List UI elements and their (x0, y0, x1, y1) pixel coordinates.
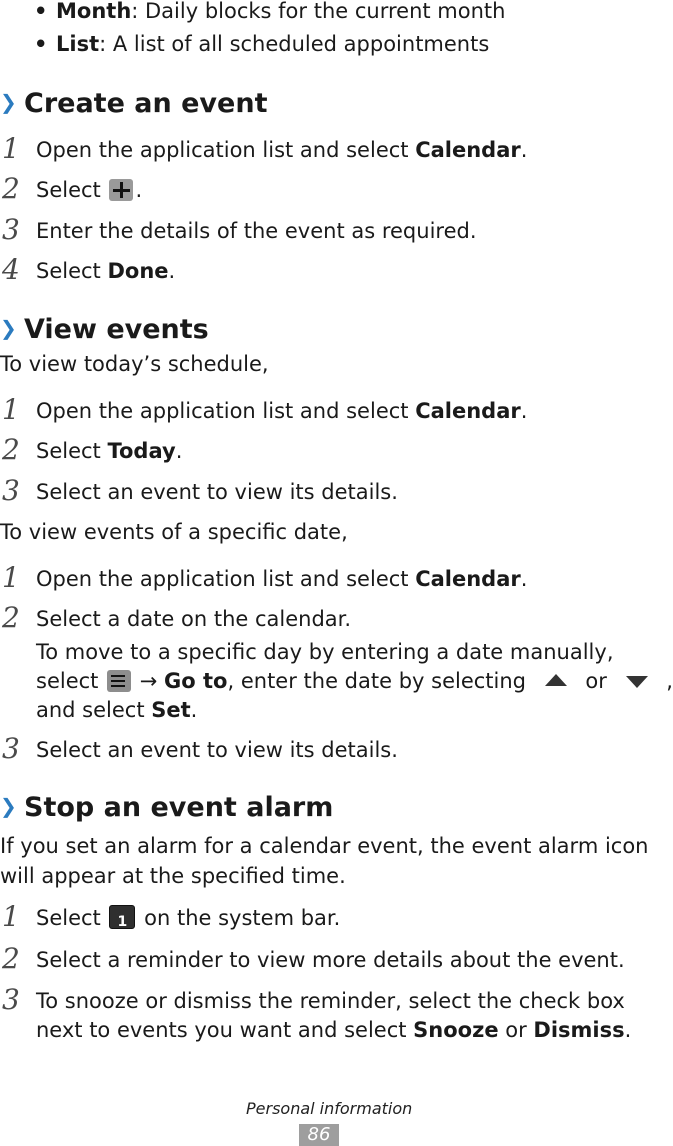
ui-label: Done (107, 259, 169, 283)
step-text (36, 904, 340, 933)
text-part: Open the application list and select (36, 399, 416, 423)
step-number: 2 (2, 433, 20, 466)
step-text: Select a reminder to view more details about the event. (36, 948, 625, 972)
calendar-alarm-icon (109, 905, 135, 929)
text-part: on the system bar. (137, 906, 341, 930)
step-number: 3 (2, 983, 20, 1016)
text-part: , (659, 669, 673, 693)
step-number: 1 (2, 900, 20, 933)
step-text-line (36, 667, 673, 696)
step-number: 4 (2, 253, 20, 286)
list-item (34, 31, 505, 64)
text-part: and select (36, 698, 152, 722)
down-arrow-icon (618, 670, 656, 692)
text-part: Select (36, 906, 108, 930)
text-part: or (498, 1018, 534, 1042)
intro-text: will appear at the specified time. (0, 864, 346, 888)
footer-section-label: Personal information (246, 1099, 413, 1118)
section-title-stop-alarm (0, 792, 333, 823)
text-part: . (520, 399, 528, 423)
step-number: 2 (2, 601, 20, 634)
text-part: . (168, 259, 176, 283)
bullet-desc: : Daily blocks for the current month (131, 0, 506, 23)
text-part: Select (36, 439, 108, 463)
step-number: 3 (2, 732, 20, 765)
up-arrow-icon (537, 670, 575, 692)
step-text-line (36, 1016, 631, 1045)
text-part: select (36, 669, 106, 693)
text-part: Select (36, 178, 108, 202)
icon-label: 1 (117, 914, 128, 930)
step-text-line: To move to a specific day by entering a date manually, (36, 640, 614, 664)
step-text-line (36, 696, 197, 725)
step-number: 3 (2, 213, 20, 246)
view-mode-list (34, 0, 505, 64)
text-part: Open the application list and select (36, 138, 416, 162)
text-part: Open the application list and select (36, 567, 416, 591)
bullet-icon: • (34, 0, 48, 23)
text-part: . (520, 138, 528, 162)
step-number: 1 (2, 132, 20, 165)
step-text: To snooze or dismiss the reminder, select the check box (36, 989, 625, 1013)
ui-label: Snooze (413, 1018, 499, 1042)
intro-text: To view events of a specific date, (0, 520, 348, 544)
step-text: Select an event to view its details. (36, 480, 398, 504)
ui-label: Set (151, 698, 191, 722)
text-part: . (190, 698, 198, 722)
step-number: 1 (2, 393, 20, 426)
bullet-term: Month (56, 0, 132, 23)
step-text: Enter the details of the event as required. (36, 219, 477, 243)
ui-label: Go to (164, 669, 228, 693)
text-part: or (578, 669, 614, 693)
chevron-right-icon: ❯ (0, 794, 17, 818)
text-part: . (520, 567, 528, 591)
arrow-text: → (133, 669, 165, 693)
section-title-view-events (0, 314, 209, 345)
text-part: Select (36, 259, 108, 283)
ui-label: Calendar (415, 399, 521, 423)
text-part: next to events you want and select (36, 1018, 414, 1042)
step-text (36, 136, 527, 165)
chevron-right-icon: ❯ (0, 316, 17, 340)
step-number: 3 (2, 474, 20, 507)
chevron-right-icon: ❯ (0, 90, 17, 114)
intro-text: To view today’s schedule, (0, 352, 269, 376)
text-part: , enter the date by selecting (227, 669, 533, 693)
plus-icon (109, 179, 133, 201)
bullet-desc: : A list of all scheduled appointments (99, 32, 490, 56)
step-text (36, 565, 527, 594)
text-part: . (175, 439, 183, 463)
list-item (34, 0, 505, 31)
ui-label: Today (107, 439, 176, 463)
section-heading: Stop an event alarm (24, 792, 334, 823)
ui-label: Calendar (415, 567, 521, 591)
step-number: 1 (2, 561, 20, 594)
step-text (36, 176, 142, 205)
bullet-term: List (56, 32, 100, 56)
step-number: 2 (2, 942, 20, 975)
ui-label: Dismiss (533, 1018, 625, 1042)
section-heading: View events (24, 314, 209, 345)
text-part: . (135, 178, 143, 202)
page-number: 86 (299, 1124, 339, 1146)
step-text: Select a date on the calendar. (36, 607, 352, 631)
step-number: 2 (2, 172, 20, 205)
intro-text: If you set an alarm for a calendar event, the event alarm icon (0, 834, 649, 858)
section-heading: Create an event (24, 88, 268, 119)
section-title-create-event (0, 88, 267, 119)
ui-label: Calendar (415, 138, 521, 162)
step-text: Select an event to view its details. (36, 738, 398, 762)
step-text (36, 437, 182, 466)
step-text (36, 397, 527, 426)
step-text (36, 257, 175, 286)
menu-icon (107, 670, 131, 692)
text-part: . (624, 1018, 632, 1042)
bullet-icon: • (34, 32, 48, 56)
